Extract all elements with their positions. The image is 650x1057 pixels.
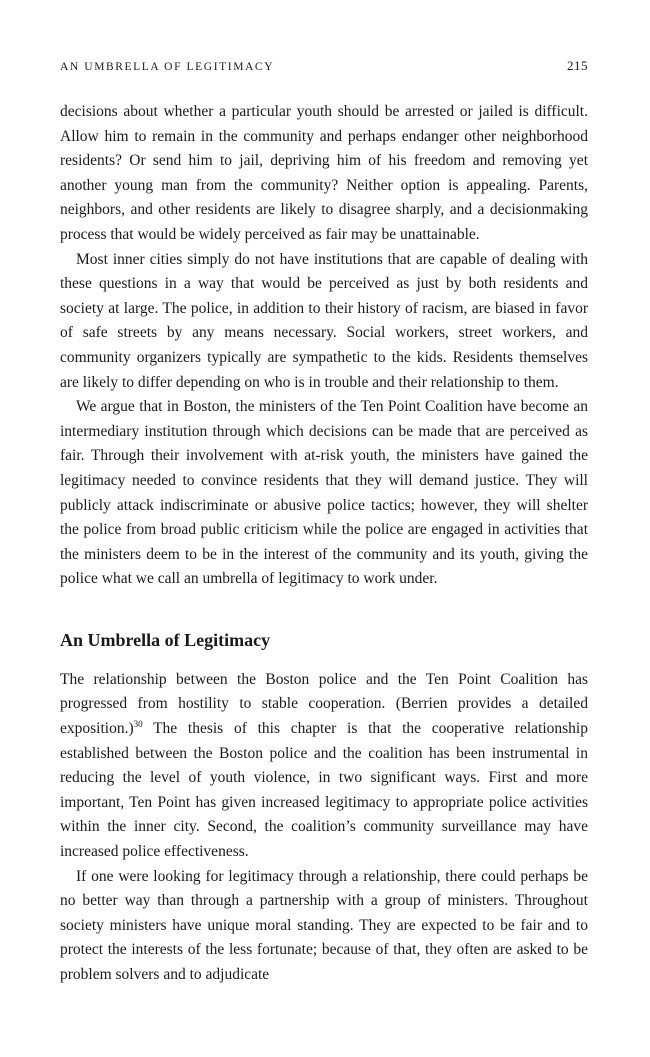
page-number: 215 — [567, 58, 588, 73]
running-head — [60, 58, 588, 74]
running-head-title: AN UMBRELLA OF LEGITIMACY — [60, 61, 275, 73]
book-page — [60, 58, 588, 988]
paragraph-4 — [60, 668, 588, 865]
paragraph-1: decisions about whether a particular youth should be arrested or jailed is difficult. Allow him to remain in the community and perhaps endanger other neighborhood residents? Or send him to jail, depriving him of his freedom and removing yet another young man from the community? Neither option is appealing. Parents, neighbors, and other residents are likely to disagree sharply, and a decisionmaking process that would be widely perceived as fair may be unattainable. — [60, 103, 588, 243]
paragraph-4-text-a: The relationship between the Boston police and the Ten Point Coalition has progressed from hostility to stable cooperation. (Berrien provides a detailed exposition.) — [60, 670, 588, 738]
paragraph-3: We argue that in Boston, the ministers of the Ten Point Coalition have become an intermediary institution through which decisions can be made that are perceived as fair. Through their involvement with at-risk youth, the ministers have gained the legitimacy needed to convince residents that they will demand justice. They will publicly attack indiscriminate or abusive police tactics; however, they will shelter the police from broad public criticism while the police are engaged in activities that the ministers deem to be in the interest of the community and its youth, giving the police what we call an umbrella of legitimacy to work under. — [60, 398, 588, 588]
paragraph-5: If one were looking for legitimacy through a relationship, there could perhaps be no better way than through a partnership with a group of ministers. Throughout society ministers have unique moral standing. They are expected to be fair and to protect the interests of the less fortunate; because of that, they often are asked to be problem solvers and to adjudicate — [60, 867, 588, 983]
section-heading: An Umbrella of Legitimacy — [60, 629, 271, 650]
footnote-reference: 30 — [133, 718, 143, 729]
paragraph-4-text-b: The thesis of this chapter is that the cooperative relationship established between the Boston police and the coalition has been instrumental in reducing the level of youth violence, in two significant ways. First and more important, Ten Point has given increased legitimacy to appropriate police activities within the inner city. Second, the coalition’s community surveillance may have increased police effectiveness. — [60, 720, 588, 861]
paragraph-2: Most inner cities simply do not have institutions that are capable of dealing with these questions in a way that would be perceived as just by both residents and society at large. The police, in addition to their history of racism, are biased in favor of safe streets by any means necessary. Social workers, street workers, and community organizers typically are sympathetic to the kids. Residents themselves are likely to differ depending on who is in trouble and their relationship to them. — [60, 250, 588, 391]
body-text — [60, 100, 588, 988]
